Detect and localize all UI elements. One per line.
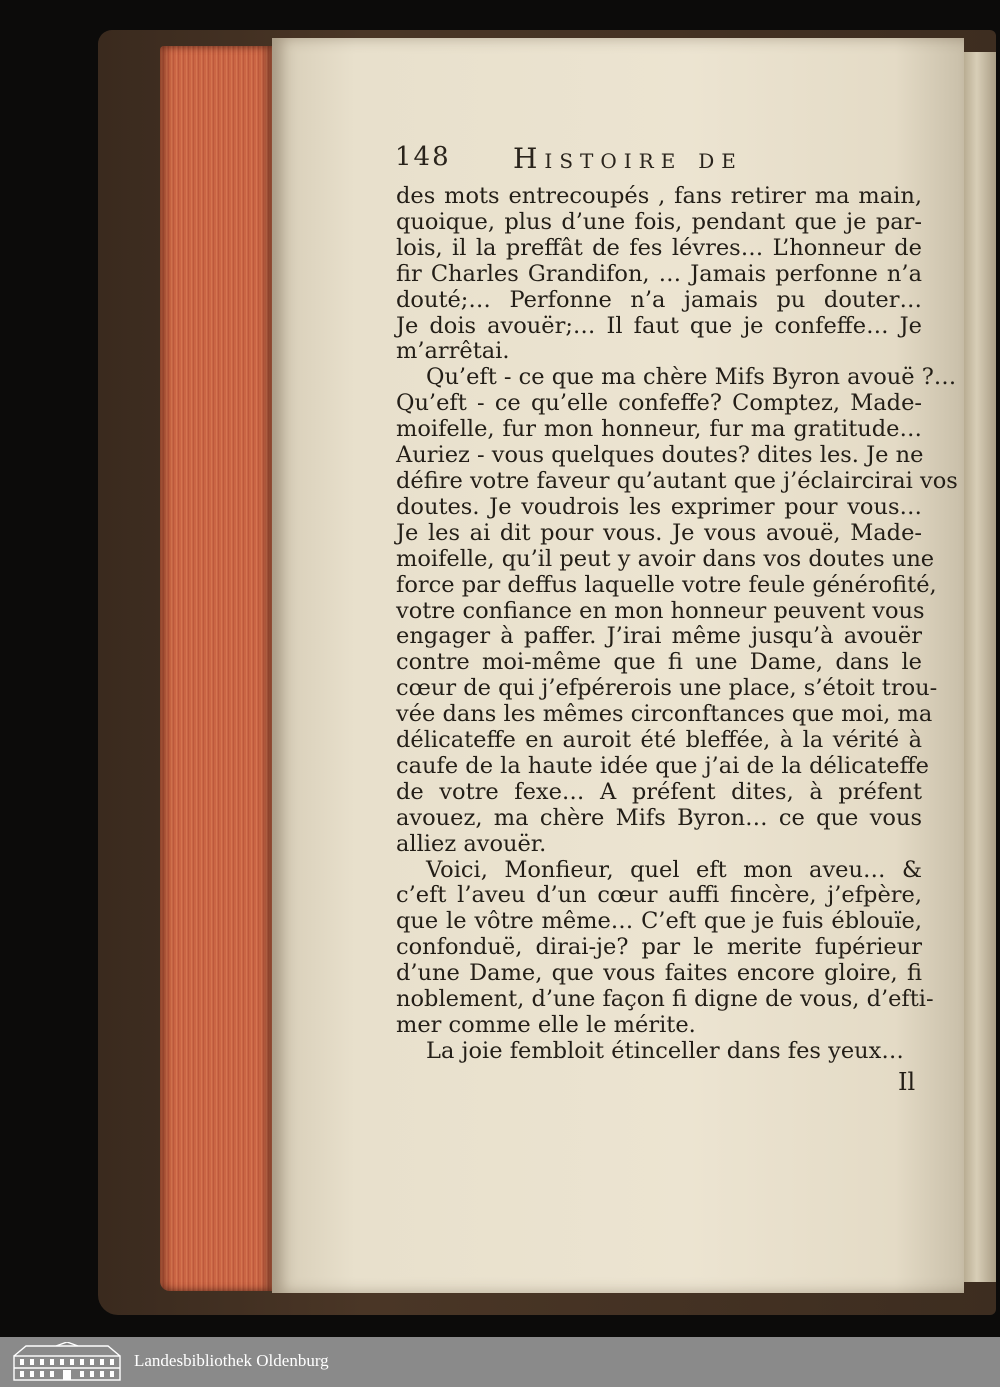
text-line: quoique, plus d’une fois, pendant que je par- [396, 208, 922, 235]
text-line: force par deffus laquelle votre feule générofité, [396, 571, 937, 598]
text-line: Je dois avouër;… Il faut que je confeffe… Je [396, 312, 922, 339]
text-line: m’arrêtai. [396, 338, 510, 365]
text-line: doutes. Je voudrois les exprimer pour vous… [396, 493, 922, 520]
text-line: cœur de qui j’efpérerois une place, s’étoit trou- [396, 675, 938, 702]
text-line: Auriez - vous quelques doutes? dites les. Je ne [396, 442, 924, 469]
text-line: fir Charles Grandifon, … Jamais perfonne n’a [396, 260, 922, 287]
body-text [396, 183, 958, 1065]
text-line: mer comme elle le mérite. [396, 1012, 696, 1038]
page-fore-edge [160, 46, 272, 1291]
text-line: Je les ai dit pour vous. Je vous avouë, Made- [396, 519, 922, 546]
page-number: 148 [395, 142, 451, 172]
text-line: noblement, d’une façon fi digne de vous, d’efti- [396, 986, 934, 1013]
text-line: engager à paffer. J’irai même jusqu’à avouër [396, 623, 922, 650]
running-head: Histoire de [513, 142, 743, 175]
library-name: Landesbibliothek Oldenburg [134, 1351, 329, 1370]
text-line: Voici, Monfieur, quel eft mon aveu… & [426, 856, 922, 883]
text-line: contre moi-même que fi une Dame, dans le [396, 649, 922, 676]
text-line: alliez avouër. [396, 830, 547, 857]
book-gutter [964, 52, 996, 1282]
text-line: défire votre faveur qu’autant que j’éclaircirai vos [396, 467, 958, 494]
text-line: c’eft l’aveu d’un cœur auffi fincère, j’efpère, [396, 882, 922, 909]
text-line: lois, il la preffât de fes lévres… L’honneur de [396, 234, 922, 261]
catchword: Il [898, 1068, 916, 1096]
text-line: douté;… Perfonne n’a jamais pu douter… [396, 286, 922, 313]
text-line: confonduë, dirai-je? par le merite fupérieur [396, 934, 922, 961]
library-building-icon [12, 1342, 122, 1382]
text-line: moifelle, fur mon honneur, fur ma gratitude… [396, 416, 922, 443]
text-line: délicateffe en auroit été bleffée, à la vérité à [396, 727, 922, 754]
text-line: moifelle, qu’il peut y avoir dans vos doutes une [396, 545, 935, 572]
text-line: caufe de la haute idée que j’ai de la délicateffe [396, 752, 929, 779]
text-line: vée dans les mêmes circonftances que moi, ma [396, 701, 933, 728]
page-header [395, 142, 865, 182]
text-line: des mots entrecoupés , fans retirer ma main, [396, 183, 922, 209]
text-line: La joie fembloit étinceller dans fes yeux… [426, 1037, 904, 1064]
text-line: de votre fexe… A préfent dites, à préfent [396, 778, 922, 805]
text-line: votre confiance en mon honneur peuvent vous [396, 597, 925, 624]
text-line: Qu’eft - ce qu’elle confeffe? Comptez, Made- [396, 390, 922, 417]
text-line: d’une Dame, que vous faites encore gloire, fi [396, 960, 922, 987]
text-line: que le vôtre même… C’eft que je fuis éblouïe, [396, 908, 922, 935]
library-footer [0, 1337, 1000, 1387]
text-line: Qu’eft - ce que ma chère Mifs Byron avouë ?… [426, 364, 957, 391]
text-line: avouez, ma chère Mifs Byron… ce que vous [396, 804, 922, 831]
